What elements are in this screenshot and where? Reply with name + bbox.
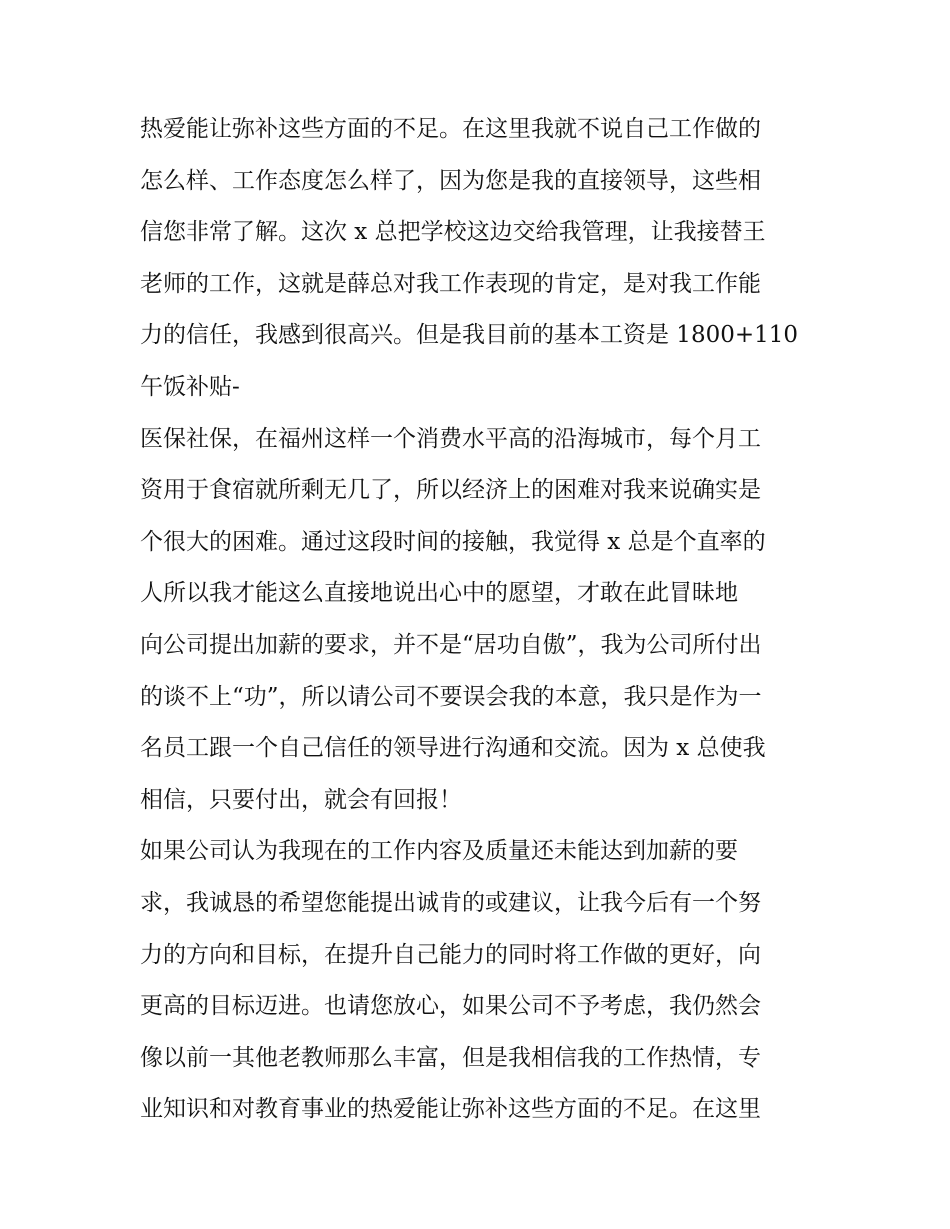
text-line: 像以前一其他老教师那么丰富，但是我相信我的工作热情，专: [140, 1044, 761, 1071]
document-body: [140, 108, 820, 1140]
text-line: 更高的目标迈进。也请您放心，如果公司不予考虑，我仍然会: [140, 993, 761, 1020]
text-line: 力的方向和目标，在提升自己能力的同时将工作做的更好，向: [140, 941, 761, 968]
text-line: 热爱能让弥补这些方面的不足。在这里我就不说自己工作做的: [140, 116, 761, 142]
text-line: 相信，只要付出，就会有回报！: [140, 786, 462, 813]
text-line: 向公司提出加薪的要求，并不是“居功自傲”，我为公司所付出: [140, 631, 762, 658]
text-line: 业知识和对教育事业的热爱能让弥补这些方面的不足。在这里: [140, 1096, 761, 1123]
text-line: 资用于食宿就所剩无几了，所以经济上的困难对我来说确实是: [140, 477, 761, 504]
text-line: 人所以我才能这么直接地说出心中的愿望，才敢在此冒昧地: [140, 580, 738, 607]
text-line: 的谈不上“功”，所以请公司不要误会我的本意，我只是作为一: [140, 683, 762, 710]
text-line: 求，我诚恳的希望您能提出诚肯的或建议，让我今后有一个努: [140, 889, 761, 916]
text-line: 名员工跟一个自己信任的领导进行沟通和交流。因为 x 总使我: [140, 735, 766, 762]
text-line: 如果公司认为我现在的工作内容及质量还未能达到加薪的要: [140, 838, 738, 865]
text-line: 信您非常了解。这次 x 总把学校这边交给我管理，让我接替王: [140, 219, 766, 246]
text-line: 医保社保，在福州这样一个消费水平高的沿海城市，每个月工: [140, 425, 761, 452]
text-line: 老师的工作，这就是薛总对我工作表现的肯定，是对我工作能: [140, 270, 761, 297]
text-line: 怎么样、工作态度怎么样了，因为您是我的直接领导，这些相: [140, 167, 761, 194]
text-line: 午饭补贴-: [140, 373, 240, 400]
text-line: 力的信任，我感到很高兴。但是我目前的基本工资是 1800+110: [140, 322, 799, 349]
text-line: 个很大的困难。通过这段时间的接触，我觉得 x 总是个直率的: [140, 528, 766, 555]
